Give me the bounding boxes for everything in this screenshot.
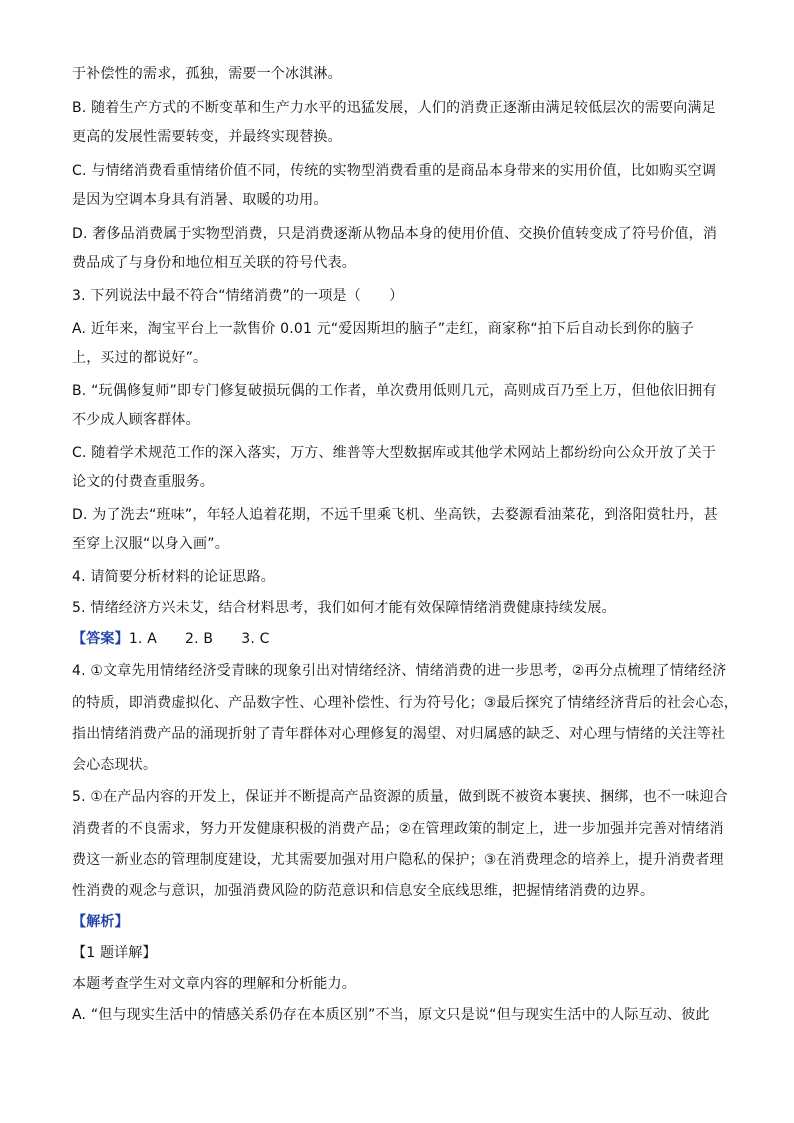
answer-4-line-4: 会心态现状。: [72, 757, 158, 773]
answer-5-line-1: 5. ①在产品内容的开发上，保证并不断提高产品资源的质量，做到既不被资本裹挟、捆绑，也不一味迎合: [72, 789, 728, 805]
answer-4-line-3: 指出情绪消费产品的涌现折射了青年群体对心理修复的渴望、对归属感的缺乏、对心理与情绪的关注等社: [72, 726, 726, 742]
analysis-text-line-2: A. “但与现实生活中的情感关系仍存在本质区别”不当，原文只是说“但与现实生活中的人际互动、彼此: [72, 1007, 710, 1023]
q3-option-b-line-1: B. “玩偶修复师”即专门修复破损玩偶的工作者，单次费用低则几元，高则成百乃至上万，但他依旧拥有: [72, 383, 717, 399]
answer-summary: [72, 629, 724, 649]
question-5-stem: 5. 情绪经济方兴未艾，结合材料思考，我们如何才能有效保障情绪消费健康持续发展。: [72, 600, 616, 616]
q3-option-a-line-2: 上，买过的都说好”。: [72, 350, 208, 366]
option-d-line-1: D. 奢侈品消费属于实物型消费，只是消费逐渐从物品本身的使用价值、交换价值转变成了符号价值，消: [72, 226, 718, 242]
question-3-stem: 3. 下列说法中最不符合“情绪消费”的一项是（ ）: [72, 288, 404, 304]
answer-label: 【答案】: [72, 631, 129, 647]
q3-option-c-line-2: 论文的付费查重服务。: [72, 474, 214, 490]
analysis-text-line-1: 本题考查学生对文章内容的理解和分析能力。: [72, 976, 356, 992]
answer-5-line-2: 消费者的不良需求，努力开发健康积极的消费产品；②在管理政策的制定上，进一步加强并完善对情绪消: [72, 821, 724, 837]
option-b-line-1: B. 随着生产方式的不断变革和生产力水平的迅猛发展，人们的消费正逐渐由满足较低层次的需要向满足: [72, 100, 716, 116]
analysis-label: 【解析】: [72, 914, 129, 930]
answer-item-1: 1. A: [128, 631, 157, 647]
q3-option-d-line-2: 至穿上汉服“以身入画”。: [72, 536, 229, 552]
option-c-line-1: C. 与情绪消费看重情绪价值不同，传统的实物型消费看重的是商品本身带来的实用价值，比如购买空调: [72, 163, 717, 179]
answer-item-3: 3. C: [241, 631, 270, 647]
answer-4-line-1: 4. ①文章先用情绪经济受青睐的现象引出对情绪经济、情绪消费的进一步思考，②再分点梳理了情绪经济: [72, 663, 727, 679]
q3-option-d-line-1: D. 为了洗去“班味”，年轻人追着花期，不远千里乘飞机、坐高铁，去婺源看油菜花，到洛阳赏牡丹，甚: [72, 507, 718, 523]
question-4-stem: 4. 请简要分析材料的论证思路。: [72, 569, 276, 585]
detail-label-q1: 【1 题详解】: [72, 945, 157, 961]
answer-item-2: 2. B: [185, 631, 214, 647]
option-d-line-2: 费品成了与身份和地位相互关联的符号代表。: [72, 255, 356, 271]
q3-option-c-line-1: C. 随着学术规范工作的深入落实，万方、维普等大型数据库或其他学术网站上都纷纷向公众开放了关于: [72, 445, 717, 461]
q3-option-a-line-1: A. 近年来，淘宝平台上一款售价 0.01 元“爱因斯坦的脑子”走红，商家称“拍下后自动长到你的脑子: [72, 321, 695, 337]
answer-5-line-3: 费这一新业态的管理制度建设，尤其需要加强对用户隐私的保护；③在消费理念的培养上，提升消费者理: [72, 852, 724, 868]
option-c-line-2: 是因为空调本身具有消暑、取暖的功用。: [72, 192, 328, 208]
text-line-prev-continuation: 于补偿性的需求，孤独，需要一个冰淇淋。: [72, 66, 342, 82]
answer-5-line-4: 性消费的观念与意识，加强消费风险的防范意识和信息安全底线思维，把握情绪消费的边界。: [72, 883, 655, 899]
option-b-line-2: 更高的发展性需要转变，并最终实现替换。: [72, 129, 342, 145]
q3-option-b-line-2: 不少成人顾客群体。: [72, 412, 200, 428]
answer-4-line-2: 的特质，即消费虚拟化、产品数字性、心理补偿性、行为符号化；③最后探究了情绪经济背后的社会心态，: [72, 695, 738, 711]
